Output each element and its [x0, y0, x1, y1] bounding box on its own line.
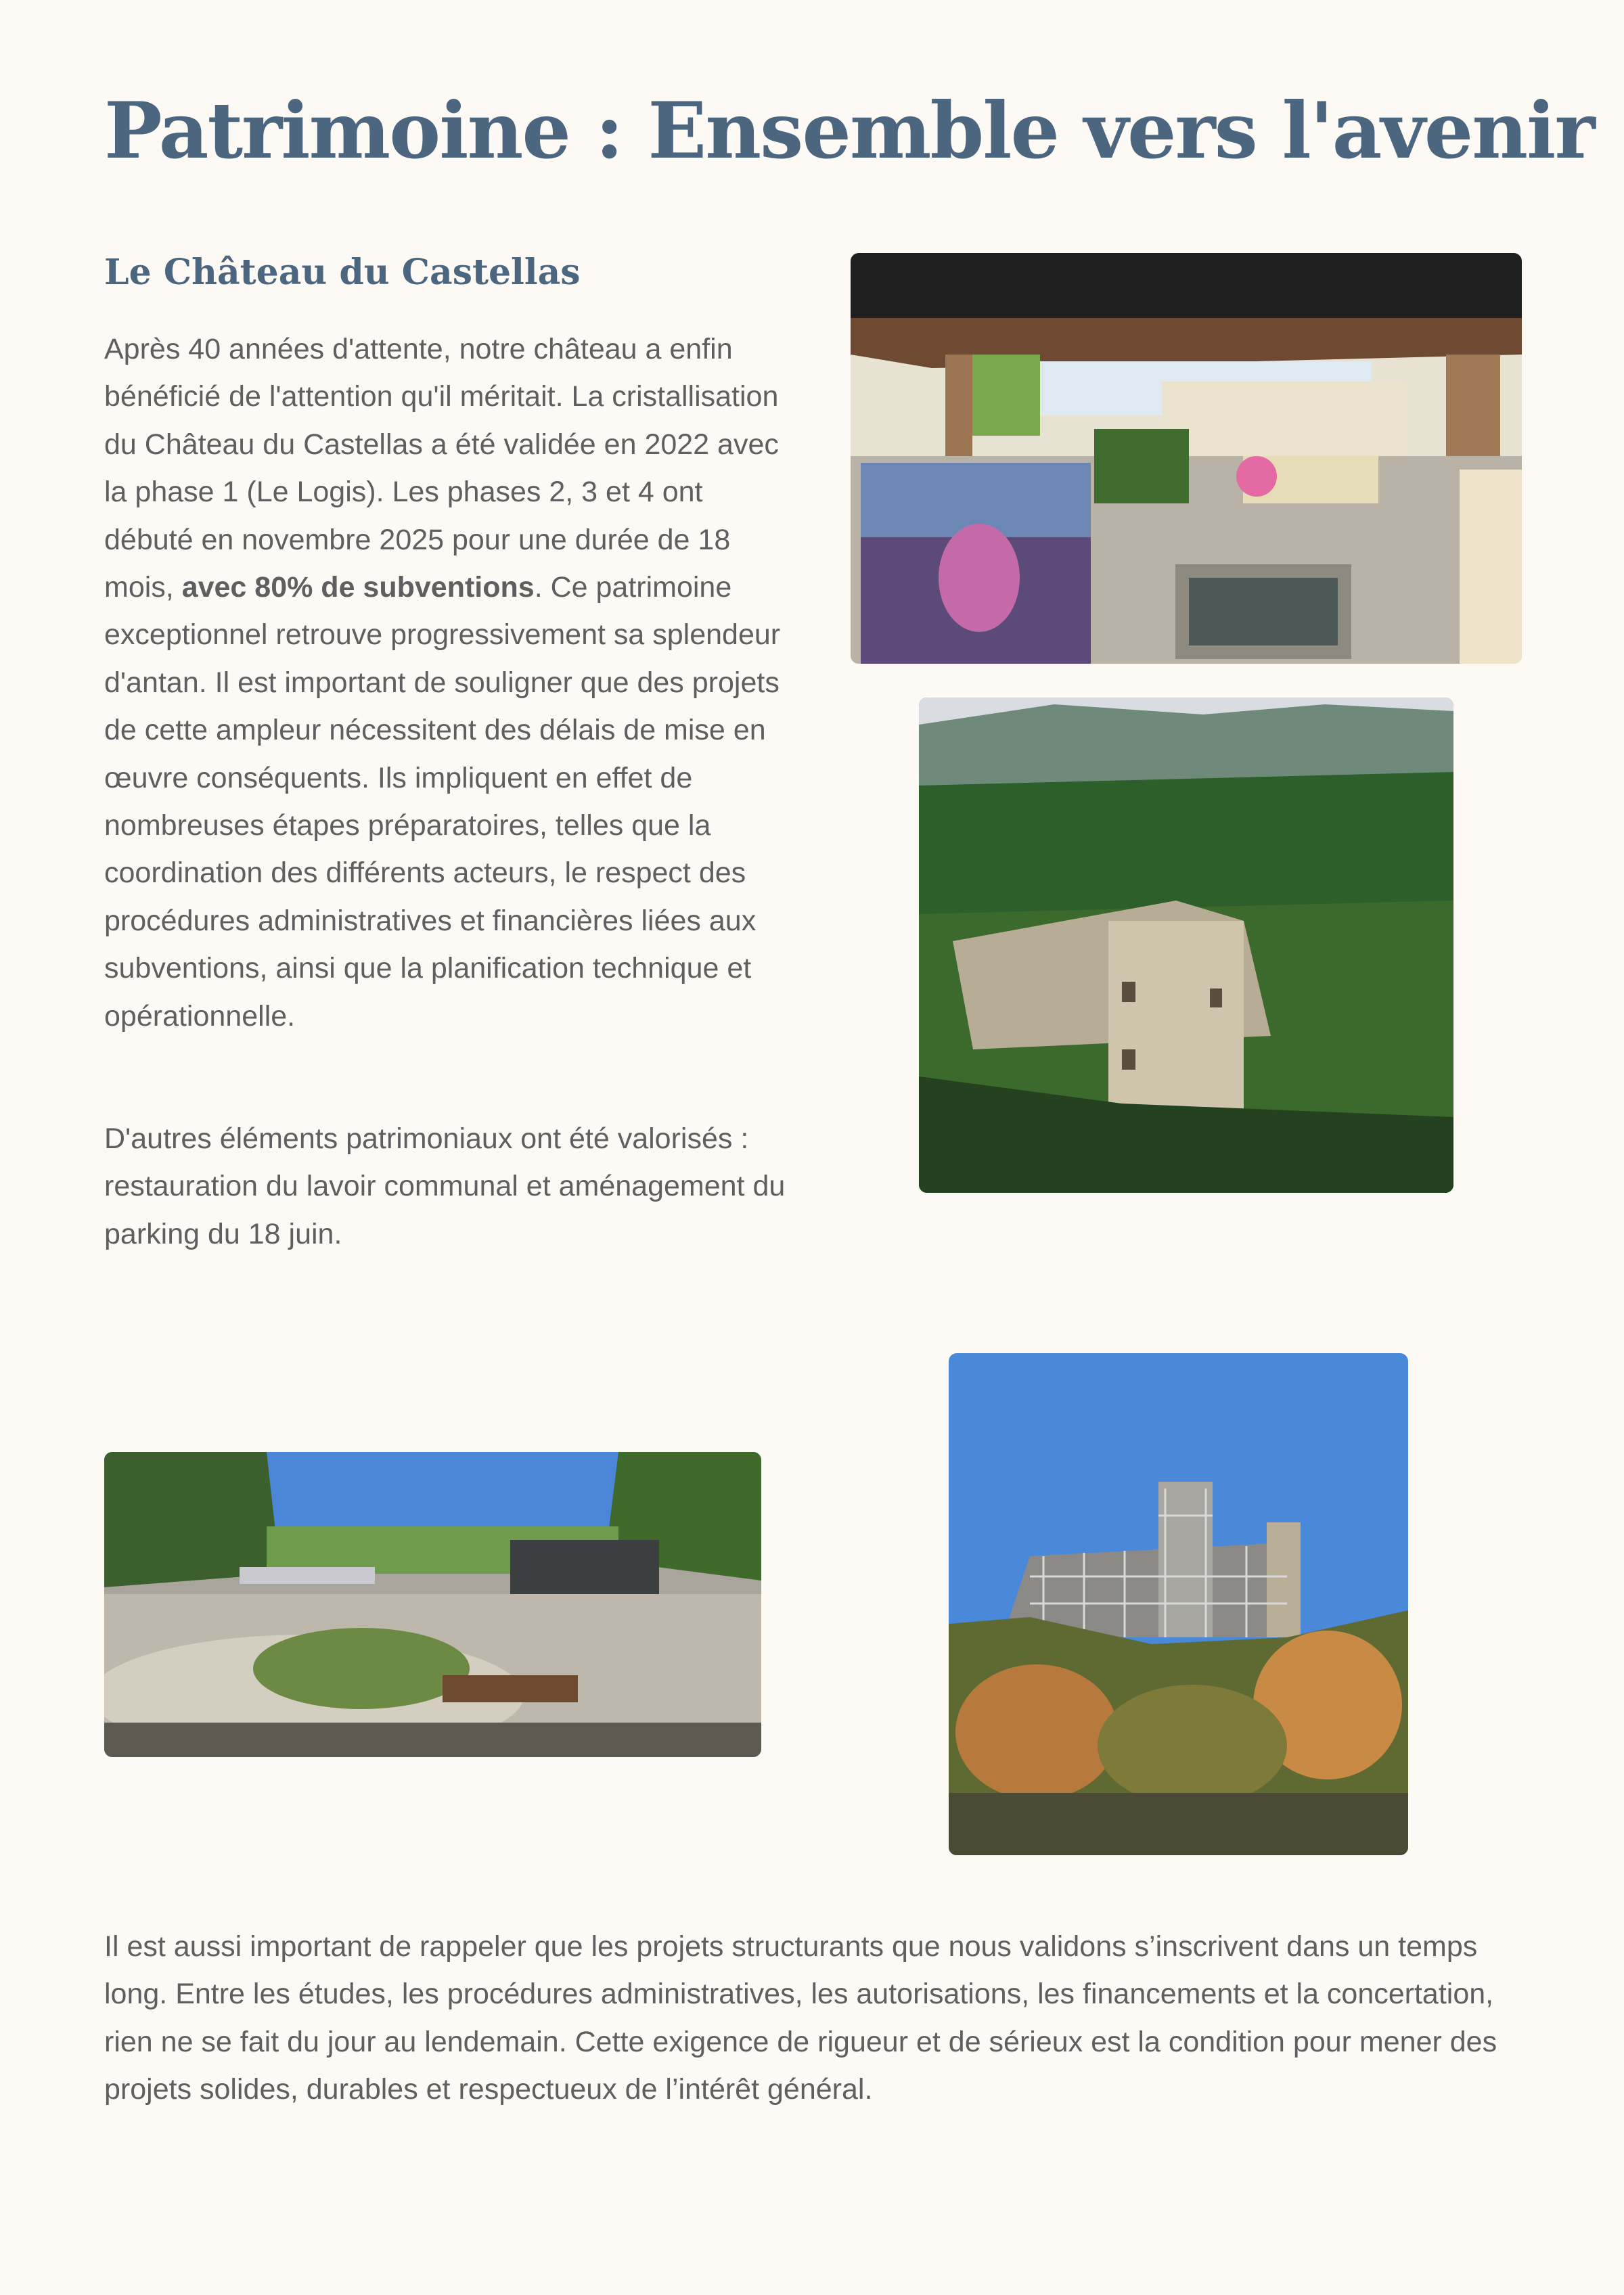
intro-text-start: Après 40 années d'attente, notre château a enfin bénéficié de l'attention qu'il méritait. La cristallisation du Château du Castellas a été validée en 2022 avec la phase 1 (Le Logis). Les phases 2, 3 et 4 ont débuté en novembre 2025 pour une durée de 18 mois, [104, 333, 779, 604]
section-title: Le Château du Castellas [104, 252, 581, 293]
lavoir-photo [851, 253, 1522, 664]
intro-paragraph [104, 325, 788, 1040]
page-title: Patrimoine : Ensemble vers l'avenir [104, 85, 1594, 176]
parking-photo [104, 1452, 761, 1757]
castle-scaffolding-photo [949, 1353, 1408, 1855]
intro-text-end: . Ce patrimoine exceptionnel retrouve progressivement sa splendeur d'antan. Il est important de souligner que des projets de cette ampleur nécessitent des délais de mise en œuvre conséquents. Ils impliquent en effet de nombreuses étapes préparatoires, telles que la coordination des différents acteurs, le respect des procédures administratives et financières liées aux subventions, ainsi que la planification technique et opérationnelle. [104, 571, 781, 1032]
castle-aerial-photo [919, 698, 1453, 1193]
heritage-paragraph: D'autres éléments patrimoniaux ont été valorisés : restauration du lavoir communal et aménagement du parking du 18 juin. [104, 1122, 786, 1250]
closing-paragraph: Il est aussi important de rappeler que les projets structurants que nous validons s’inscrivent dans un temps long. Entre les études, les procédures administratives, les autorisations, les financements et la concertation, rien ne se fait du jour au lendemain. Cette exigence de rigueur et de sérieux est la condition pour mener des projets solides, durables et respectueux de l’intérêt général. [104, 1930, 1497, 2106]
subsidy-highlight: avec 80% de subventions [181, 571, 535, 604]
